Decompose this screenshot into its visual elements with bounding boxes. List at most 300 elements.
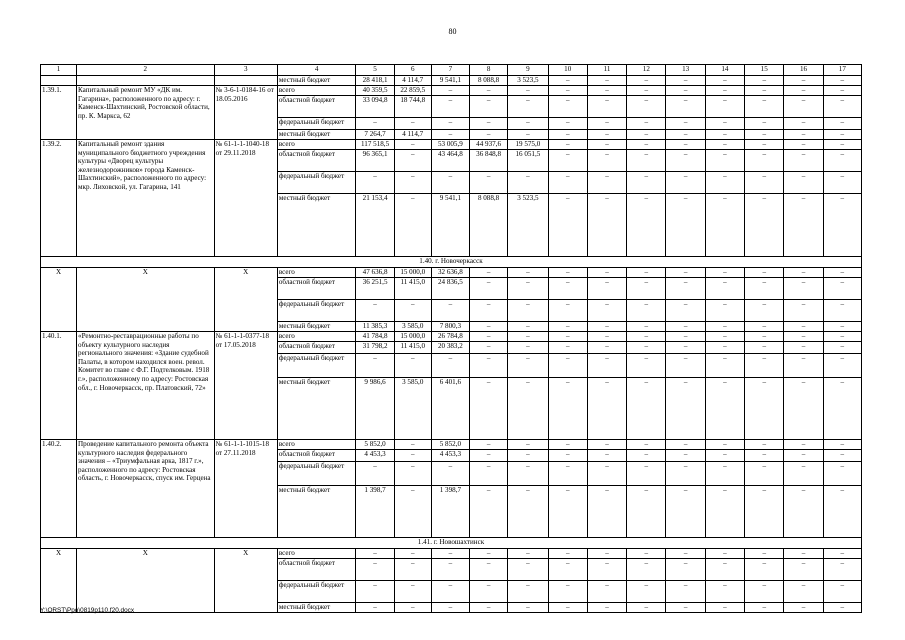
amount-cell: – (469, 354, 507, 378)
amount-cell: – (548, 322, 587, 332)
amount-cell: – (784, 450, 823, 462)
amount-cell: – (431, 549, 469, 559)
amount-cell: – (587, 603, 626, 613)
amount-cell: – (784, 118, 823, 130)
amount-cell: – (587, 342, 626, 354)
amount-cell: 3 585,0 (394, 378, 431, 440)
amount-cell: – (784, 194, 823, 257)
object-name-cell: Капитальный ремонт МУ «ДК им. Гагарина», расположенного по адресу: г. Каменск-Шахтинский, Ростовской области, пр. К. Маркса, 62 (77, 86, 215, 140)
amount-cell: – (745, 332, 784, 342)
amount-cell: – (431, 300, 469, 322)
amount-cell: – (745, 86, 784, 96)
funding-source-cell: местный бюджет (277, 486, 356, 538)
column-number-cell: 13 (666, 65, 705, 76)
amount-cell: – (431, 462, 469, 486)
amount-cell: – (548, 450, 587, 462)
amount-cell: – (548, 76, 587, 86)
amount-cell: 4 114,7 (394, 76, 431, 86)
amount-cell: – (666, 378, 705, 440)
amount-cell: – (784, 549, 823, 559)
document-cell: Х (214, 268, 277, 332)
amount-cell: – (823, 172, 861, 194)
amount-cell: – (587, 268, 626, 278)
amount-cell: – (627, 278, 666, 300)
amount-cell: 5 852,0 (431, 440, 469, 450)
amount-cell: – (431, 96, 469, 118)
amount-cell: – (627, 549, 666, 559)
amount-cell: – (823, 150, 861, 172)
amount-cell: – (784, 354, 823, 378)
amount-cell: – (784, 581, 823, 603)
amount-cell: – (508, 300, 548, 322)
amount-cell: – (587, 118, 626, 130)
amount-cell: – (627, 342, 666, 354)
amount-cell: – (508, 378, 548, 440)
amount-cell: 11 415,0 (394, 278, 431, 300)
amount-cell: – (705, 322, 744, 332)
amount-cell: – (705, 118, 744, 130)
column-number-cell: 17 (823, 65, 861, 76)
item-number-cell: 1.39.1. (41, 86, 77, 140)
amount-cell: 1 398,7 (356, 486, 394, 538)
amount-cell: – (587, 194, 626, 257)
table-row (41, 86, 862, 96)
amount-cell: 43 464,8 (431, 150, 469, 172)
section-heading-row (41, 257, 862, 268)
amount-cell: – (745, 354, 784, 378)
amount-cell: – (705, 486, 744, 538)
amount-cell: – (587, 140, 626, 150)
amount-cell: – (587, 278, 626, 300)
column-number-cell: 8 (469, 65, 507, 76)
amount-cell: – (784, 140, 823, 150)
amount-cell: – (705, 278, 744, 300)
funding-source-cell: местный бюджет (277, 322, 356, 332)
funding-source-cell: всего (277, 549, 356, 559)
column-number-cell: 11 (587, 65, 626, 76)
amount-cell: 24 836,5 (431, 278, 469, 300)
amount-cell: – (469, 603, 507, 613)
item-number-cell: Х (41, 268, 77, 332)
funding-source-cell: федеральный бюджет (277, 300, 356, 322)
amount-cell: 5 852,0 (356, 440, 394, 450)
table-row (41, 332, 862, 342)
amount-cell: 4 453,3 (356, 450, 394, 462)
amount-cell: – (823, 130, 861, 140)
amount-cell: – (587, 486, 626, 538)
amount-cell: – (548, 278, 587, 300)
amount-cell: – (431, 118, 469, 130)
amount-cell: 117 518,5 (356, 140, 394, 150)
amount-cell: 6 401,6 (431, 378, 469, 440)
amount-cell: – (508, 549, 548, 559)
amount-cell: 31 798,2 (356, 342, 394, 354)
column-number-cell: 9 (508, 65, 548, 76)
amount-cell: – (823, 76, 861, 86)
amount-cell: – (394, 140, 431, 150)
amount-cell: – (508, 486, 548, 538)
funding-source-cell: местный бюджет (277, 76, 356, 86)
amount-cell: – (627, 268, 666, 278)
amount-cell: – (666, 559, 705, 581)
amount-cell: – (745, 322, 784, 332)
amount-cell: – (784, 322, 823, 332)
amount-cell: – (627, 440, 666, 450)
funding-source-cell: местный бюджет (277, 194, 356, 257)
amount-cell: – (356, 549, 394, 559)
amount-cell: – (469, 549, 507, 559)
amount-cell: – (823, 332, 861, 342)
amount-cell: – (627, 194, 666, 257)
funding-source-cell: федеральный бюджет (277, 172, 356, 194)
amount-cell: – (666, 150, 705, 172)
amount-cell: – (784, 150, 823, 172)
funding-source-cell: всего (277, 332, 356, 342)
amount-cell: – (394, 300, 431, 322)
funding-source-cell: всего (277, 140, 356, 150)
amount-cell: – (784, 462, 823, 486)
document-cell: № 61-1-1-0377-18 от 17.05.2018 (214, 332, 277, 440)
amount-cell: – (666, 300, 705, 322)
amount-cell: – (508, 86, 548, 96)
amount-cell: – (666, 172, 705, 194)
amount-cell: – (823, 440, 861, 450)
amount-cell: 22 859,5 (394, 86, 431, 96)
amount-cell: – (705, 96, 744, 118)
funding-source-cell: местный бюджет (277, 378, 356, 440)
amount-cell: – (823, 86, 861, 96)
amount-cell: – (508, 354, 548, 378)
amount-cell: – (394, 172, 431, 194)
amount-cell: – (548, 172, 587, 194)
amount-cell: – (705, 150, 744, 172)
amount-cell: – (394, 581, 431, 603)
amount-cell: – (469, 440, 507, 450)
amount-cell: 32 636,8 (431, 268, 469, 278)
amount-cell: – (666, 96, 705, 118)
amount-cell: – (745, 300, 784, 322)
amount-cell: – (745, 581, 784, 603)
amount-cell: – (587, 130, 626, 140)
amount-cell: 15 000,0 (394, 268, 431, 278)
column-number-cell: 7 (431, 65, 469, 76)
amount-cell: – (548, 603, 587, 613)
table-row (41, 440, 862, 450)
amount-cell: – (823, 549, 861, 559)
amount-cell: – (548, 96, 587, 118)
amount-cell: – (705, 86, 744, 96)
column-number-cell: 5 (356, 65, 394, 76)
amount-cell: – (705, 354, 744, 378)
amount-cell: 36 251,5 (356, 278, 394, 300)
amount-cell: – (705, 130, 744, 140)
section-heading: 1.40. г. Новочеркасск (41, 257, 862, 268)
amount-cell: 7 800,3 (431, 322, 469, 332)
amount-cell: – (666, 342, 705, 354)
amount-cell: – (745, 486, 784, 538)
amount-cell: – (587, 300, 626, 322)
amount-cell: – (508, 332, 548, 342)
amount-cell: – (431, 86, 469, 96)
amount-cell: – (548, 440, 587, 450)
amount-cell: 53 005,9 (431, 140, 469, 150)
amount-cell: – (705, 549, 744, 559)
amount-cell: – (508, 130, 548, 140)
amount-cell: – (745, 450, 784, 462)
amount-cell: – (587, 559, 626, 581)
amount-cell: – (548, 581, 587, 603)
funding-source-cell: всего (277, 440, 356, 450)
amount-cell: – (587, 378, 626, 440)
column-number-cell: 14 (705, 65, 744, 76)
amount-cell: 3 585,0 (394, 322, 431, 332)
amount-cell: – (745, 278, 784, 300)
amount-cell: – (666, 354, 705, 378)
amount-cell: 7 264,7 (356, 130, 394, 140)
amount-cell: – (394, 603, 431, 613)
amount-cell: – (666, 194, 705, 257)
funding-source-cell: федеральный бюджет (277, 118, 356, 130)
amount-cell: 16 051,5 (508, 150, 548, 172)
amount-cell: – (587, 332, 626, 342)
amount-cell: 3 523,5 (508, 76, 548, 86)
funding-source-cell: областной бюджет (277, 278, 356, 300)
item-number-cell: 1.40.2. (41, 440, 77, 538)
amount-cell: – (587, 76, 626, 86)
column-number-cell: 3 (214, 65, 277, 76)
amount-cell: – (823, 140, 861, 150)
amount-cell: – (356, 118, 394, 130)
amount-cell: – (784, 278, 823, 300)
amount-cell: – (666, 462, 705, 486)
amount-cell: – (666, 322, 705, 332)
object-name-cell: Проведение капитального ремонта объекта культурного наследия федерального значения – «Триумфальная арка, 1817 г.», расположенного по адресу: Ростовская область, г. Новочеркасск, спуск им. Герцена (77, 440, 215, 538)
amount-cell: – (508, 440, 548, 450)
amount-cell: – (394, 354, 431, 378)
amount-cell: – (823, 603, 861, 613)
amount-cell: – (587, 354, 626, 378)
amount-cell: – (469, 332, 507, 342)
amount-cell: – (666, 140, 705, 150)
amount-cell: – (627, 450, 666, 462)
amount-cell: 11 385,3 (356, 322, 394, 332)
funding-source-cell: федеральный бюджет (277, 581, 356, 603)
amount-cell: 15 000,0 (394, 332, 431, 342)
amount-cell: – (587, 581, 626, 603)
amount-cell: – (469, 378, 507, 440)
amount-cell: 4 453,3 (431, 450, 469, 462)
amount-cell: – (745, 559, 784, 581)
amount-cell: – (508, 268, 548, 278)
amount-cell: 20 383,2 (431, 342, 469, 354)
amount-cell: – (745, 194, 784, 257)
amount-cell: – (705, 378, 744, 440)
amount-cell: – (823, 342, 861, 354)
amount-cell: – (587, 86, 626, 96)
object-name-cell: Х (77, 549, 215, 613)
amount-cell: 18 744,8 (394, 96, 431, 118)
amount-cell: – (508, 96, 548, 118)
amount-cell: – (508, 462, 548, 486)
amount-cell: – (666, 130, 705, 140)
amount-cell: – (627, 603, 666, 613)
amount-cell: – (666, 278, 705, 300)
amount-cell: – (705, 603, 744, 613)
amount-cell: – (823, 559, 861, 581)
amount-cell: – (548, 462, 587, 486)
amount-cell: – (784, 486, 823, 538)
amount-cell: – (745, 150, 784, 172)
amount-cell: – (587, 450, 626, 462)
amount-cell: – (823, 118, 861, 130)
section-heading: 1.41. г. Новошахтинск (41, 538, 862, 549)
amount-cell: – (627, 118, 666, 130)
amount-cell: – (548, 354, 587, 378)
amount-cell: – (705, 462, 744, 486)
amount-cell: – (508, 342, 548, 354)
amount-cell: – (356, 559, 394, 581)
amount-cell: – (356, 300, 394, 322)
amount-cell: – (627, 354, 666, 378)
amount-cell: – (548, 194, 587, 257)
amount-cell: – (784, 172, 823, 194)
amount-cell: – (394, 450, 431, 462)
column-number-cell: 16 (784, 65, 823, 76)
amount-cell: – (356, 172, 394, 194)
table-row (41, 76, 862, 86)
amount-cell: 3 523,5 (508, 194, 548, 257)
amount-cell: – (548, 130, 587, 140)
column-number-row (41, 65, 862, 76)
amount-cell: – (784, 268, 823, 278)
amount-cell: – (548, 486, 587, 538)
amount-cell: 19 575,0 (508, 140, 548, 150)
amount-cell: – (666, 440, 705, 450)
funding-source-cell: федеральный бюджет (277, 462, 356, 486)
funding-source-cell: местный бюджет (277, 603, 356, 613)
amount-cell: – (587, 440, 626, 450)
amount-cell: – (627, 486, 666, 538)
amount-cell: – (823, 462, 861, 486)
amount-cell: – (548, 150, 587, 172)
amount-cell: – (587, 172, 626, 194)
amount-cell: – (469, 342, 507, 354)
amount-cell: – (469, 450, 507, 462)
object-name-cell: «Ремонтно-реставрационные работы по объекту культурного наследия регионального значения: «Здание судебной Палаты, в котором находился воен. револ. Комитет во главе с Ф.Г. Подтелковым. 1918 г.», расположенному по адресу: Ростовская обл., г. Новочеркасск, пр. Платовский, 72» (77, 332, 215, 440)
amount-cell: – (745, 342, 784, 354)
amount-cell: – (394, 462, 431, 486)
amount-cell: – (627, 300, 666, 322)
amount-cell: – (548, 118, 587, 130)
amount-cell: – (823, 96, 861, 118)
amount-cell: – (823, 486, 861, 538)
amount-cell: – (705, 581, 744, 603)
amount-cell: – (394, 549, 431, 559)
table-row (41, 268, 862, 278)
object-name-cell: Х (77, 268, 215, 332)
amount-cell: – (508, 559, 548, 581)
amount-cell: – (705, 342, 744, 354)
item-number-cell (41, 76, 77, 86)
amount-cell: – (705, 76, 744, 86)
amount-cell: – (784, 440, 823, 450)
amount-cell: – (548, 549, 587, 559)
amount-cell: – (784, 130, 823, 140)
amount-cell: – (745, 549, 784, 559)
amount-cell: – (548, 342, 587, 354)
amount-cell: – (508, 172, 548, 194)
document-cell: № 61-1-1-1015-18 от 27.11.2018 (214, 440, 277, 538)
amount-cell: – (394, 194, 431, 257)
amount-cell: – (627, 332, 666, 342)
amount-cell: – (469, 268, 507, 278)
amount-cell: 40 359,5 (356, 86, 394, 96)
amount-cell: – (705, 172, 744, 194)
amount-cell: – (784, 603, 823, 613)
page-number: 80 (448, 27, 457, 36)
document-cell (214, 76, 277, 86)
amount-cell: – (431, 603, 469, 613)
amount-cell: – (394, 440, 431, 450)
item-number-cell: 1.39.2. (41, 140, 77, 257)
amount-cell: – (548, 378, 587, 440)
amount-cell: – (431, 354, 469, 378)
amount-cell: – (666, 549, 705, 559)
amount-cell: – (356, 603, 394, 613)
amount-cell: – (705, 440, 744, 450)
amount-cell: – (705, 268, 744, 278)
amount-cell: 26 784,8 (431, 332, 469, 342)
amount-cell: 44 937,6 (469, 140, 507, 150)
amount-cell: – (627, 130, 666, 140)
funding-source-cell: областной бюджет (277, 559, 356, 581)
amount-cell: – (548, 559, 587, 581)
amount-cell: – (705, 332, 744, 342)
amount-cell: – (356, 462, 394, 486)
amount-cell: 9 541,1 (431, 76, 469, 86)
amount-cell: – (823, 581, 861, 603)
amount-cell: – (587, 150, 626, 172)
amount-cell: 28 418,1 (356, 76, 394, 86)
amount-cell: – (627, 172, 666, 194)
amount-cell: – (356, 354, 394, 378)
column-number-cell: 15 (745, 65, 784, 76)
amount-cell: – (666, 486, 705, 538)
funding-source-cell: областной бюджет (277, 342, 356, 354)
table-row (41, 140, 862, 150)
amount-cell: – (745, 130, 784, 140)
document-cell: № 3-6-1-0184-16 от 18.05.2016 (214, 86, 277, 140)
amount-cell: – (469, 278, 507, 300)
amount-cell: – (587, 549, 626, 559)
amount-cell: – (784, 76, 823, 86)
amount-cell: – (784, 378, 823, 440)
amount-cell: – (394, 150, 431, 172)
amount-cell: – (823, 354, 861, 378)
amount-cell: 9 541,1 (431, 194, 469, 257)
amount-cell: – (469, 130, 507, 140)
amount-cell: 8 088,8 (469, 194, 507, 257)
amount-cell: – (745, 378, 784, 440)
column-number-cell: 1 (41, 65, 77, 76)
amount-cell: – (627, 322, 666, 332)
amount-cell: – (705, 559, 744, 581)
amount-cell: 41 784,8 (356, 332, 394, 342)
amount-cell: – (548, 86, 587, 96)
amount-cell: – (548, 332, 587, 342)
amount-cell: 8 088,8 (469, 76, 507, 86)
funding-source-cell: областной бюджет (277, 96, 356, 118)
